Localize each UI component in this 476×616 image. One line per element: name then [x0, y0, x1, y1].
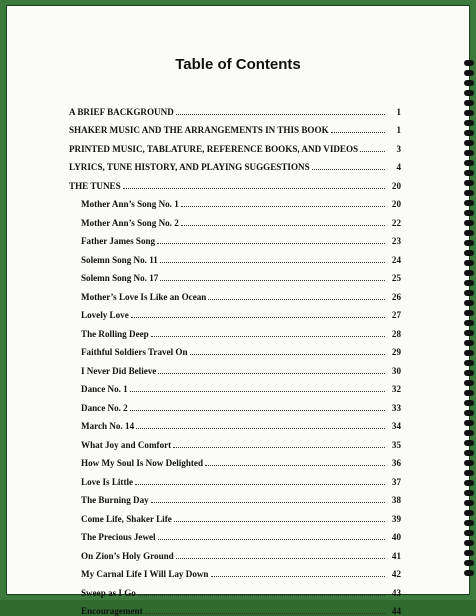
dot-leader — [130, 391, 385, 392]
toc-page-number: 42 — [387, 569, 401, 579]
toc-entry-title: Mother’s Love Is Like an Ocean — [69, 292, 206, 302]
dot-leader — [158, 539, 385, 540]
spiral-coil — [464, 250, 474, 256]
toc-entry — [69, 154, 401, 173]
toc-entry-title: LYRICS, TUNE HISTORY, AND PLAYING SUGGESTIONS — [69, 162, 310, 172]
toc-entry-title: I Never Did Believe — [69, 366, 156, 376]
toc-page-number: 35 — [387, 440, 401, 450]
toc-entry-title: My Carnal Life I Will Lay Down — [69, 569, 209, 579]
page-title: Table of Contents — [7, 56, 469, 73]
toc-entry — [69, 542, 401, 561]
spiral-coil — [464, 340, 474, 346]
toc-entry — [69, 413, 401, 432]
spiral-coil — [464, 130, 474, 136]
toc-page-number: 38 — [387, 495, 401, 505]
toc-entry-title: THE TUNES — [69, 181, 121, 191]
spiral-coil — [464, 450, 474, 456]
spiral-coil — [464, 390, 474, 396]
spiral-coil — [464, 290, 474, 296]
dot-leader — [131, 317, 385, 318]
table-of-contents — [69, 98, 401, 616]
spiral-coil — [464, 380, 474, 386]
dot-leader — [158, 373, 385, 374]
toc-entry-title: How My Soul Is Now Delighted — [69, 458, 203, 468]
toc-page-number: 22 — [387, 218, 401, 228]
dot-leader — [123, 188, 385, 189]
toc-page-number: 32 — [387, 384, 401, 394]
spiral-coil — [464, 60, 474, 66]
spiral-coil — [464, 330, 474, 336]
toc-entry-title: What Joy and Comfort — [69, 440, 171, 450]
spiral-coil — [464, 440, 474, 446]
dot-leader — [190, 354, 385, 355]
spiral-coil — [464, 180, 474, 186]
toc-page-number: 37 — [387, 477, 401, 487]
spiral-coil — [464, 570, 474, 576]
spiral-coil — [464, 260, 474, 266]
toc-page-number: 4 — [387, 162, 401, 172]
spiral-coil — [464, 140, 474, 146]
spiral-coil — [464, 210, 474, 216]
toc-page-number: 40 — [387, 532, 401, 542]
dot-leader — [138, 595, 385, 596]
spiral-coil — [464, 520, 474, 526]
toc-entry-title: Encouragement — [69, 606, 143, 616]
spiral-coil — [464, 230, 474, 236]
toc-entry — [69, 283, 401, 302]
spiral-coil — [464, 320, 474, 326]
toc-entry-title: A BRIEF BACKGROUND — [69, 107, 174, 117]
toc-entry — [69, 302, 401, 321]
toc-entry — [69, 172, 401, 191]
spiral-coil — [464, 470, 474, 476]
spiral-coil — [464, 430, 474, 436]
spiral-coil — [464, 300, 474, 306]
spiral-coil — [464, 480, 474, 486]
dot-leader — [160, 280, 385, 281]
toc-entry-title: On Zion’s Holy Ground — [69, 551, 174, 561]
toc-entry — [69, 487, 401, 506]
toc-entry-title: Lovely Love — [69, 310, 129, 320]
spiral-coil — [464, 560, 474, 566]
dot-leader — [135, 484, 385, 485]
toc-entry — [69, 431, 401, 450]
dot-leader — [208, 299, 385, 300]
dot-leader — [360, 151, 385, 152]
spiral-coil — [464, 160, 474, 166]
toc-page-number: 39 — [387, 514, 401, 524]
toc-page-number: 44 — [387, 606, 401, 616]
spiral-coil — [464, 420, 474, 426]
toc-entry-title: The Burning Day — [69, 495, 149, 505]
toc-entry-title: PRINTED MUSIC, TABLATURE, REFERENCE BOOKS, AND VIDEOS — [69, 144, 358, 154]
toc-entry-title: Dance No. 2 — [69, 403, 128, 413]
toc-page-number: 43 — [387, 588, 401, 598]
toc-page-number: 25 — [387, 273, 401, 283]
spiral-coil — [464, 310, 474, 316]
toc-entry — [69, 468, 401, 487]
toc-page-number: 36 — [387, 458, 401, 468]
spiral-coil — [464, 500, 474, 506]
dot-leader — [130, 410, 385, 411]
toc-entry — [69, 320, 401, 339]
toc-entry-title: March No. 14 — [69, 421, 134, 431]
spiral-coil — [464, 70, 474, 76]
toc-entry-title: Mother Ann’s Song No. 2 — [69, 218, 179, 228]
toc-entry — [69, 394, 401, 413]
toc-entry — [69, 561, 401, 580]
spiral-coil — [464, 400, 474, 406]
spiral-coil — [464, 200, 474, 206]
toc-entry — [69, 524, 401, 543]
toc-entry — [69, 579, 401, 598]
toc-entry-title: Father James Song — [69, 236, 155, 246]
toc-page-number: 27 — [387, 310, 401, 320]
toc-entry-title: Dance No. 1 — [69, 384, 128, 394]
toc-page-number: 30 — [387, 366, 401, 376]
toc-page-number: 23 — [387, 236, 401, 246]
toc-entry — [69, 209, 401, 228]
dot-leader — [160, 262, 385, 263]
toc-entry-title: Solemn Song No. 11 — [69, 255, 158, 265]
toc-entry — [69, 246, 401, 265]
toc-entry — [69, 598, 401, 616]
toc-entry — [69, 98, 401, 117]
dot-leader — [151, 336, 385, 337]
dot-leader — [151, 502, 385, 503]
spiral-coil — [464, 270, 474, 276]
document-page — [6, 5, 470, 595]
toc-entry-title: Come Life, Shaker Life — [69, 514, 172, 524]
toc-entry — [69, 135, 401, 154]
toc-page-number: 29 — [387, 347, 401, 357]
toc-entry — [69, 450, 401, 469]
dot-leader — [205, 465, 385, 466]
dot-leader — [176, 558, 385, 559]
toc-page-number: 33 — [387, 403, 401, 413]
toc-page-number: 20 — [387, 181, 401, 191]
toc-page-number: 20 — [387, 199, 401, 209]
spiral-coil — [464, 550, 474, 556]
dot-leader — [145, 613, 385, 614]
dot-leader — [174, 521, 385, 522]
spiral-coil — [464, 530, 474, 536]
toc-page-number: 3 — [387, 144, 401, 154]
spiral-coil — [464, 510, 474, 516]
spiral-coil — [464, 90, 474, 96]
toc-page-number: 1 — [387, 107, 401, 117]
toc-entry — [69, 339, 401, 358]
dot-leader — [331, 132, 385, 133]
spiral-coil — [464, 170, 474, 176]
toc-entry-title: The Precious Jewel — [69, 532, 156, 542]
toc-entry-title: Mother Ann’s Song No. 1 — [69, 199, 179, 209]
toc-entry-title: The Rolling Deep — [69, 329, 149, 339]
spiral-binding — [460, 60, 474, 580]
toc-entry-title: Love Is Little — [69, 477, 133, 487]
dot-leader — [312, 169, 385, 170]
spiral-coil — [464, 350, 474, 356]
dot-leader — [173, 447, 385, 448]
toc-entry — [69, 376, 401, 395]
toc-page-number: 26 — [387, 292, 401, 302]
spiral-coil — [464, 370, 474, 376]
spiral-coil — [464, 100, 474, 106]
spiral-coil — [464, 490, 474, 496]
dot-leader — [181, 206, 385, 207]
spiral-coil — [464, 150, 474, 156]
toc-entry — [69, 265, 401, 284]
toc-page-number: 1 — [387, 125, 401, 135]
spiral-coil — [464, 360, 474, 366]
spiral-coil — [464, 190, 474, 196]
spiral-coil — [464, 460, 474, 466]
spiral-coil — [464, 410, 474, 416]
dot-leader — [181, 225, 385, 226]
toc-entry-title: SHAKER MUSIC AND THE ARRANGEMENTS IN THIS BOOK — [69, 125, 329, 135]
spiral-coil — [464, 240, 474, 246]
dot-leader — [136, 428, 385, 429]
toc-page-number: 41 — [387, 551, 401, 561]
toc-entry-title: Sweep as I Go — [69, 588, 136, 598]
toc-entry — [69, 228, 401, 247]
toc-entry — [69, 117, 401, 136]
spiral-coil — [464, 80, 474, 86]
toc-entry-title: Solemn Song No. 17 — [69, 273, 158, 283]
spiral-coil — [464, 280, 474, 286]
spiral-coil — [464, 540, 474, 546]
toc-page-number: 34 — [387, 421, 401, 431]
spiral-coil — [464, 120, 474, 126]
spiral-coil — [464, 220, 474, 226]
toc-entry-title: Faithful Soldiers Travel On — [69, 347, 188, 357]
toc-entry — [69, 191, 401, 210]
toc-page-number: 24 — [387, 255, 401, 265]
dot-leader — [211, 576, 386, 577]
spiral-coil — [464, 110, 474, 116]
toc-page-number: 28 — [387, 329, 401, 339]
toc-entry — [69, 505, 401, 524]
dot-leader — [176, 114, 385, 115]
toc-entry — [69, 357, 401, 376]
dot-leader — [157, 243, 385, 244]
